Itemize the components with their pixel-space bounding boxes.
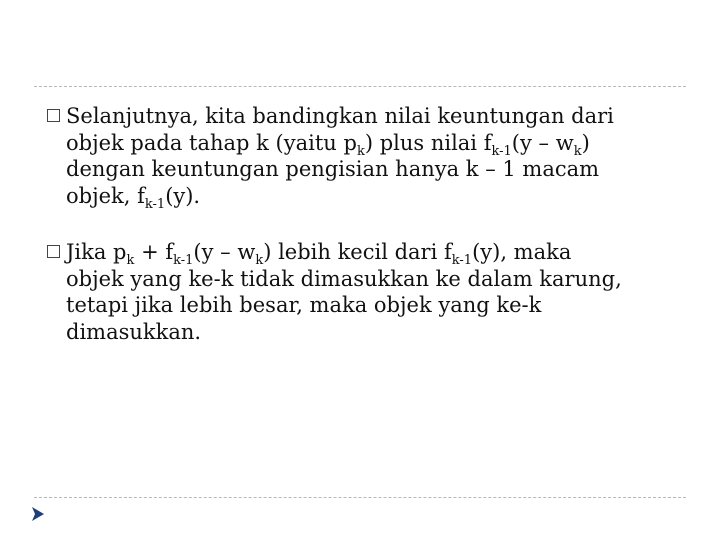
text-segment: objek yang ke-k tidak dimasukkan ke dalam karung, [66,266,622,291]
bullet-item [44,103,694,212]
bullet-line [66,183,694,210]
text-segment: dimasukkan. [66,319,202,344]
text-segment: ) lebih kecil dari f [263,240,452,264]
bullet-line [66,319,694,346]
text-segment: Selanjutnya, kita bandingkan nilai keuntungan dari [66,104,614,128]
square-bullet-icon [47,245,60,258]
text-segment: objek pada tahap k (yaitu p [66,130,357,155]
bullet-line [66,130,694,157]
subscript-text: k [126,253,135,268]
subscript-text: k [356,143,365,159]
text-segment: (y). [165,183,201,208]
bullet-line [66,239,694,266]
text-segment: objek, f [66,183,145,208]
text-segment: ) [581,130,590,155]
subscript-text: k-1 [491,143,512,159]
text-segment: (y – w [193,240,256,264]
text-segment: (y – w [511,130,574,155]
text-segment: (y), maka [472,240,572,264]
bullet-line [66,156,694,183]
bullet-line [66,266,694,293]
text-segment: dengan keuntungan pengisian hanya k – 1 macam [66,157,600,181]
text-segment: ) plus nilai f [364,130,492,155]
slide-content [44,103,694,375]
subscript-text: k-1 [451,253,473,268]
subscript-text: k [255,253,264,268]
text-segment: Jika p [66,240,127,264]
bullet-line [66,292,694,319]
subscript-text: k-1 [173,253,194,268]
bullet-line [66,103,694,130]
square-bullet-icon [47,109,60,122]
next-slide-icon[interactable] [30,506,46,526]
subscript-text: k [573,143,582,159]
bullet-item [44,239,694,345]
text-segment: + f [134,240,174,264]
subscript-text: k-1 [144,196,166,212]
bottom-divider [34,497,686,498]
top-divider [34,86,686,87]
text-segment: tetapi jika lebih besar, maka objek yang ke-k [66,293,542,317]
